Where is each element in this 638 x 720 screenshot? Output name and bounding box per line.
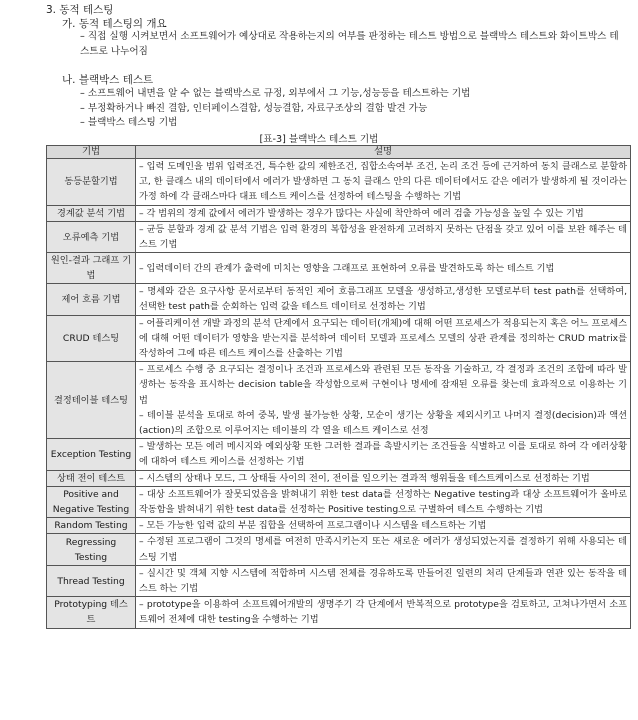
description-cell: [136, 315, 631, 362]
table-row: [47, 315, 631, 362]
blackbox-heading: 나. 블랙박스 테스트: [62, 74, 154, 86]
technique-cell: Thread Testing: [47, 565, 136, 596]
technique-cell: Random Testing: [47, 518, 136, 534]
description-text: – 테이블 분석을 토대로 하여 중복, 발생 불가능한 상황, 모순이 생기는 상황을 제외시키고 나머지 결정(decision)과 액션(action)의 조합으로 이루어지는 테이블의 각 열을 테스트 케이스로 선정: [139, 409, 627, 437]
description-text: – 대상 소프트웨어가 잘못되었음을 밝혀내기 위한 test data를 선정하는 Negative testing과 대상 소프트웨어가 올바로 작동함을 밝혀내기 위한 test data를 선정하는 Positive testing으로 구별하여 테스트 수행하는 기법: [139, 488, 627, 516]
description-text: – 균등 분할과 경계 값 분석 기법은 입력 환경의 복합성을 완전하게 고려하지 못하는 단점을 갖고 있어 이를 보완 해주는 테스트 기법: [139, 223, 627, 251]
technique-cell: Regressing Testing: [47, 534, 136, 565]
description-text: – 명세와 같은 요구사항 문서로부터 동적인 제어 흐름그래프 모델을 생성하고,생성한 모델로부터 test path를 선택하여, 선택한 test path를 순회하는 입력 값을 테스트 데이터로 선정하는 기법: [139, 286, 627, 313]
overview-text: – 직접 실행 시켜보면서 소프트웨어가 예상대로 작용하는지의 여부를 판정하는 테스트 방법으로 블랙박스 테스트와 화이트박스 테스트로 나누어짐: [80, 31, 619, 57]
blackbox-bullet-list: [80, 87, 620, 131]
table-row: [47, 159, 631, 206]
header-technique: 기법: [47, 146, 136, 159]
description-text: – 발생하는 모든 에러 메시지와 예외상황 또한 그러한 결과를 촉발시키는 조건들을 식별하고 이를 토대로 하여 각 에러상황에 대하여 테스트 케이스를 선정하는 기법: [139, 441, 627, 468]
table-row: [47, 486, 631, 517]
table-row: [47, 284, 631, 315]
table-row: [47, 565, 631, 596]
description-cell: [136, 284, 631, 315]
table-row: [47, 470, 631, 486]
bullet-item: – 소프트웨어 내면을 알 수 없는 블랙박스로 규정, 외부에서 그 기능,성능등을 테스트하는 기법: [80, 88, 471, 99]
technique-cell: CRUD 테스팅: [47, 315, 136, 362]
description-text: – 시스템의 상태나 모드, 그 상태들 사이의 전이, 전이를 일으키는 결과적 행위들을 테스트케이스로 선정하는 기법: [139, 472, 590, 484]
technique-cell: 동등분할기법: [47, 159, 136, 206]
description-text: – 수정된 프로그램이 그것의 명세를 여전히 만족시키는지 또는 새로운 에러가 생성되었는지를 결정하기 위해 사용되는 테스팅 기법: [139, 536, 627, 563]
description-text: – 입력 도메인을 범위 입력조건, 특수한 값의 제한조건, 집합소속여부 조건, 논리 조건 등에 근거하여 동치 클래스로 분할하고, 한 클래스 내의 데이터에서 에러가 발생하면 그 동치 클래스 안의 다른 데이터에서도 같은 에러가 발생하게 될 것이라는 가정 하에 각 클래스마다 대표 테스트 케이스를 선정하여 테스팅을 수행하는 기법: [139, 161, 627, 203]
table-row: [47, 439, 631, 470]
technique-cell: 상태 전이 테스트: [47, 470, 136, 486]
description-cell: [136, 565, 631, 596]
description-text: – 어플리케이션 개발 과정의 분석 단계에서 요구되는 데이터(개체)에 대해 어떤 프로세스가 적용되는지 혹은 어느 프로세스에 대해 어떤 데이터가 영향을 받는지를 분석하여 데이터 모델과 프로세스 모델의 상관 관계를 정의하는 CRUD matrix를 작성하여 그에 따른 테스트 케이스를 산출하는 기법: [139, 317, 627, 360]
table-row: [47, 221, 631, 252]
bullet-item: – 부정확하거나 빠진 결함, 인터페이스결함, 성능결함, 자료구조상의 결함 발견 가능: [80, 102, 428, 114]
description-cell: [136, 205, 631, 221]
technique-cell: 원인-결과 그래프 기법: [47, 253, 136, 284]
table-row: [47, 518, 631, 534]
table-row: [47, 597, 631, 628]
description-cell: [136, 534, 631, 565]
technique-cell: 제어 흐름 기법: [47, 284, 136, 315]
bullet-item: – 블랙박스 테스팅 기법: [80, 117, 178, 129]
technique-cell: Positive and Negative Testing: [47, 486, 136, 517]
description-cell: [136, 518, 631, 534]
overview-heading: 가. 동적 테스팅의 개요: [62, 18, 167, 30]
technique-cell: 결정테이블 테스팅: [47, 362, 136, 439]
description-cell: [136, 470, 631, 486]
description-text: – 실시간 및 객체 지향 시스템에 적합하며 시스템 전체를 경유하도록 만들어진 일련의 처리 단계들과 연관 있는 동작을 테스트 하는 기법: [139, 567, 627, 595]
table-body: [47, 159, 631, 629]
table-caption: [표-3] 블랙박스 테스트 기법: [259, 134, 379, 145]
description-text: – 프로세스 수행 중 요구되는 결정이나 조건과 프로세스와 관련된 모든 동작을 기술하고, 각 결정과 조건의 조합에 따라 발생하는 동작을 표시하는 decision table을 작성함으로써 구현이나 명세에 잠재된 오류를 찾는데 효과적으로 이용하는 기법: [139, 364, 627, 406]
description-cell: [136, 362, 631, 439]
technique-cell: Prototyping 테스트: [47, 597, 136, 628]
technique-cell: 오류예측 기법: [47, 221, 136, 252]
technique-cell: Exception Testing: [47, 439, 136, 470]
description-cell: [136, 597, 631, 628]
description-text: – prototype을 이용하여 소프트웨어개발의 생명주기 각 단계에서 반복적으로 prototype을 검토하고, 고쳐나가면서 소프트웨어 전체에 대한 testing을 수행하는 기법: [139, 599, 627, 626]
table-row: [47, 362, 631, 439]
table-row: [47, 253, 631, 284]
header-description: 설명: [136, 146, 631, 159]
table-row: [47, 534, 631, 565]
description-text: – 각 범위의 경계 값에서 에러가 발생하는 경우가 많다는 사실에 착안하여 에러 검출 가능성을 높일 수 있는 기법: [139, 207, 584, 219]
description-cell: [136, 159, 631, 206]
table-header-row: [47, 146, 631, 159]
description-text: – 입력데이터 간의 관계가 출력에 미치는 영향을 그래프로 표현하여 오류를 발견하도록 하는 테스트 기법: [139, 262, 555, 274]
section-title: 3. 동적 테스팅: [46, 4, 114, 16]
description-cell: [136, 486, 631, 517]
description-text: – 모든 가능한 입력 값의 부분 집합을 선택하여 프로그램이나 시스템을 테스트하는 기법: [139, 520, 487, 532]
description-cell: [136, 439, 631, 470]
description-cell: [136, 253, 631, 284]
description-cell: [136, 221, 631, 252]
blackbox-technique-table: [46, 145, 631, 629]
table-row: [47, 205, 631, 221]
technique-cell: 경계값 분석 기법: [47, 205, 136, 221]
